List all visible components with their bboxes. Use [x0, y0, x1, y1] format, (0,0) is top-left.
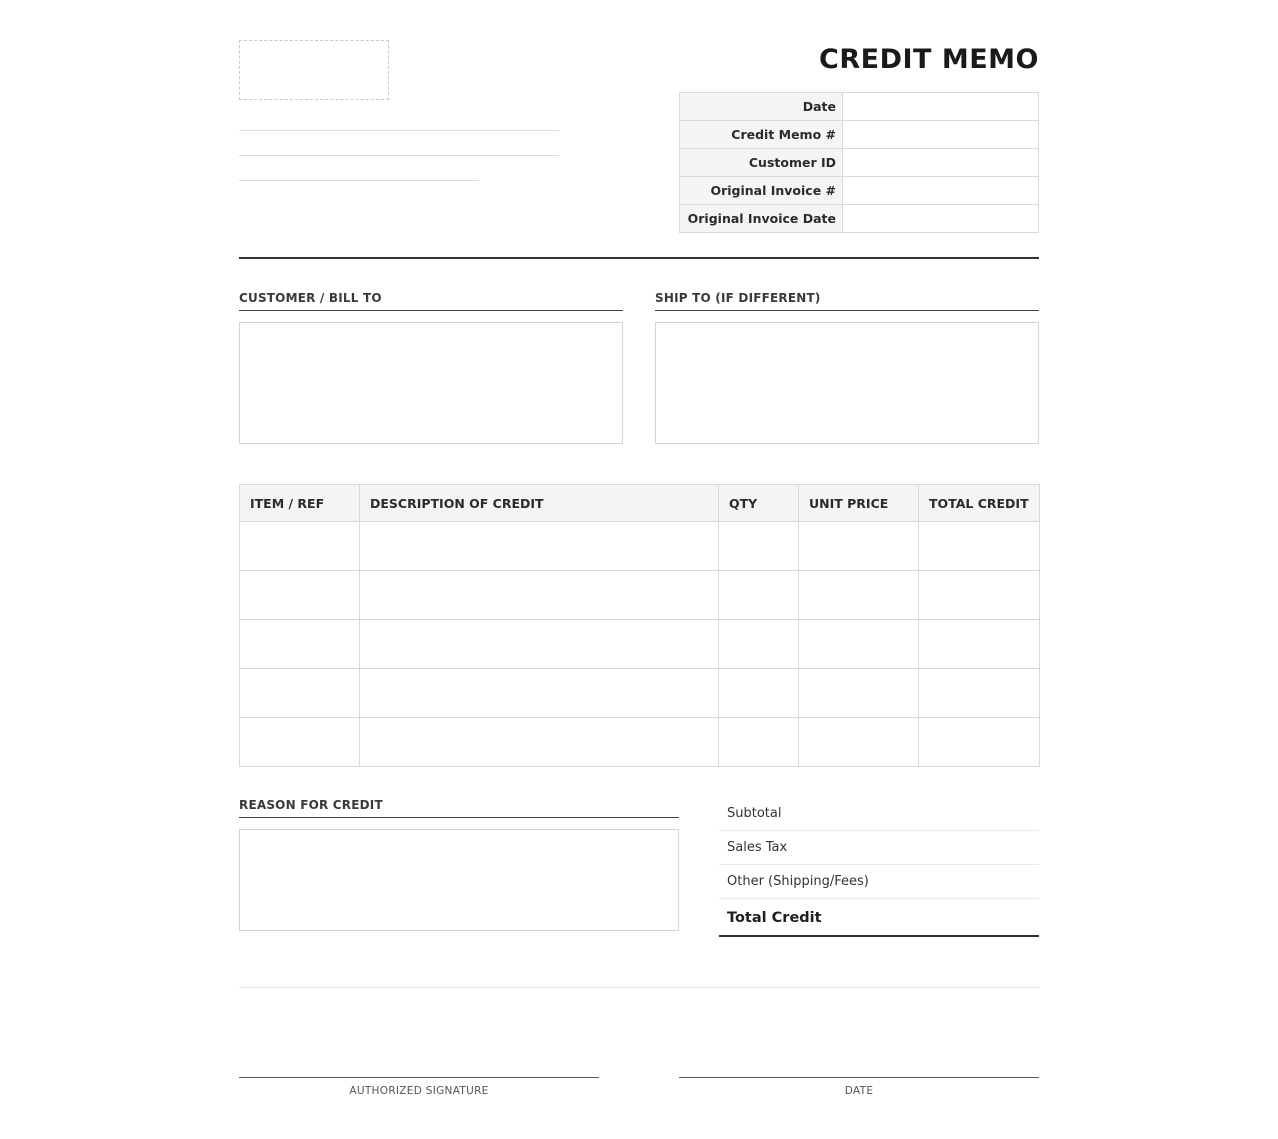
signature-date-label: DATE — [844, 1085, 874, 1097]
unit-price-cell[interactable] — [799, 718, 919, 767]
item-ref-cell[interactable] — [240, 571, 360, 620]
qty-cell[interactable] — [719, 620, 799, 669]
credit-memo-number-field[interactable] — [843, 121, 1039, 149]
ship-to-field[interactable] — [655, 322, 1039, 444]
company-address-line-2[interactable] — [239, 155, 559, 156]
sales-tax-row[interactable] — [719, 831, 1039, 865]
total-credit-cell[interactable] — [919, 620, 1040, 669]
item-ref-cell[interactable] — [240, 522, 360, 571]
date-field[interactable] — [843, 93, 1039, 121]
total-credit-row[interactable] — [719, 899, 1039, 937]
total-credit-cell[interactable] — [919, 522, 1040, 571]
memo-details-table — [679, 92, 1039, 233]
column-header-qty: QTY — [719, 485, 799, 522]
column-header-description: DESCRIPTION OF CREDIT — [360, 485, 719, 522]
description-cell[interactable] — [360, 669, 719, 718]
reason-field[interactable] — [239, 829, 679, 931]
other-fees-label: Other (Shipping/Fees) — [727, 874, 869, 889]
unit-price-cell[interactable] — [799, 620, 919, 669]
total-credit-cell[interactable] — [919, 571, 1040, 620]
totals-block — [719, 797, 1039, 937]
description-cell[interactable] — [360, 620, 719, 669]
logo-placeholder[interactable] — [239, 40, 389, 100]
credit-items-table — [239, 484, 1040, 767]
total-credit-cell[interactable] — [919, 718, 1040, 767]
footer-divider — [239, 987, 1039, 988]
meta-label: Date — [680, 93, 843, 121]
signature-date-line[interactable] — [679, 1077, 1039, 1078]
header-divider — [239, 257, 1039, 259]
description-cell[interactable] — [360, 571, 719, 620]
qty-cell[interactable] — [719, 522, 799, 571]
qty-cell[interactable] — [719, 669, 799, 718]
meta-label: Credit Memo # — [680, 121, 843, 149]
total-credit-cell[interactable] — [919, 669, 1040, 718]
column-header-item-ref: ITEM / REF — [240, 485, 360, 522]
subtotal-label: Subtotal — [727, 806, 782, 821]
authorized-signature-label: AUTHORIZED SIGNATURE — [349, 1085, 489, 1097]
customer-id-field[interactable] — [843, 149, 1039, 177]
description-cell[interactable] — [360, 522, 719, 571]
credit-memo-page — [239, 0, 1039, 1139]
item-ref-cell[interactable] — [240, 669, 360, 718]
bill-to-heading: CUSTOMER / BILL TO — [239, 291, 623, 311]
subtotal-row[interactable] — [719, 797, 1039, 831]
meta-label: Original Invoice Date — [680, 205, 843, 233]
column-header-total-credit: TOTAL CREDIT — [919, 485, 1040, 522]
item-ref-cell[interactable] — [240, 620, 360, 669]
table-row — [240, 571, 1040, 620]
table-row — [240, 620, 1040, 669]
authorized-signature-line[interactable] — [239, 1077, 599, 1078]
meta-row-original-invoice-number — [680, 177, 1039, 205]
ship-to-heading: SHIP TO (IF DIFFERENT) — [655, 291, 1039, 311]
other-fees-row[interactable] — [719, 865, 1039, 899]
unit-price-cell[interactable] — [799, 522, 919, 571]
unit-price-cell[interactable] — [799, 669, 919, 718]
qty-cell[interactable] — [719, 571, 799, 620]
meta-label: Original Invoice # — [680, 177, 843, 205]
company-address-line-1[interactable] — [239, 130, 559, 131]
sales-tax-label: Sales Tax — [727, 840, 788, 855]
original-invoice-number-field[interactable] — [843, 177, 1039, 205]
unit-price-cell[interactable] — [799, 571, 919, 620]
total-credit-label: Total Credit — [727, 910, 822, 926]
meta-row-credit-memo-number — [680, 121, 1039, 149]
item-ref-cell[interactable] — [240, 718, 360, 767]
reason-heading: REASON FOR CREDIT — [239, 798, 679, 818]
bill-to-field[interactable] — [239, 322, 623, 444]
table-row — [240, 718, 1040, 767]
meta-row-customer-id — [680, 149, 1039, 177]
original-invoice-date-field[interactable] — [843, 205, 1039, 233]
meta-row-original-invoice-date — [680, 205, 1039, 233]
column-header-unit-price: UNIT PRICE — [799, 485, 919, 522]
table-row — [240, 669, 1040, 718]
meta-row-date — [680, 93, 1039, 121]
company-address-line-3[interactable] — [239, 180, 479, 181]
description-cell[interactable] — [360, 718, 719, 767]
table-header-row — [240, 485, 1040, 522]
meta-label: Customer ID — [680, 149, 843, 177]
table-row — [240, 522, 1040, 571]
document-title: CREDIT MEMO — [819, 44, 1039, 75]
qty-cell[interactable] — [719, 718, 799, 767]
